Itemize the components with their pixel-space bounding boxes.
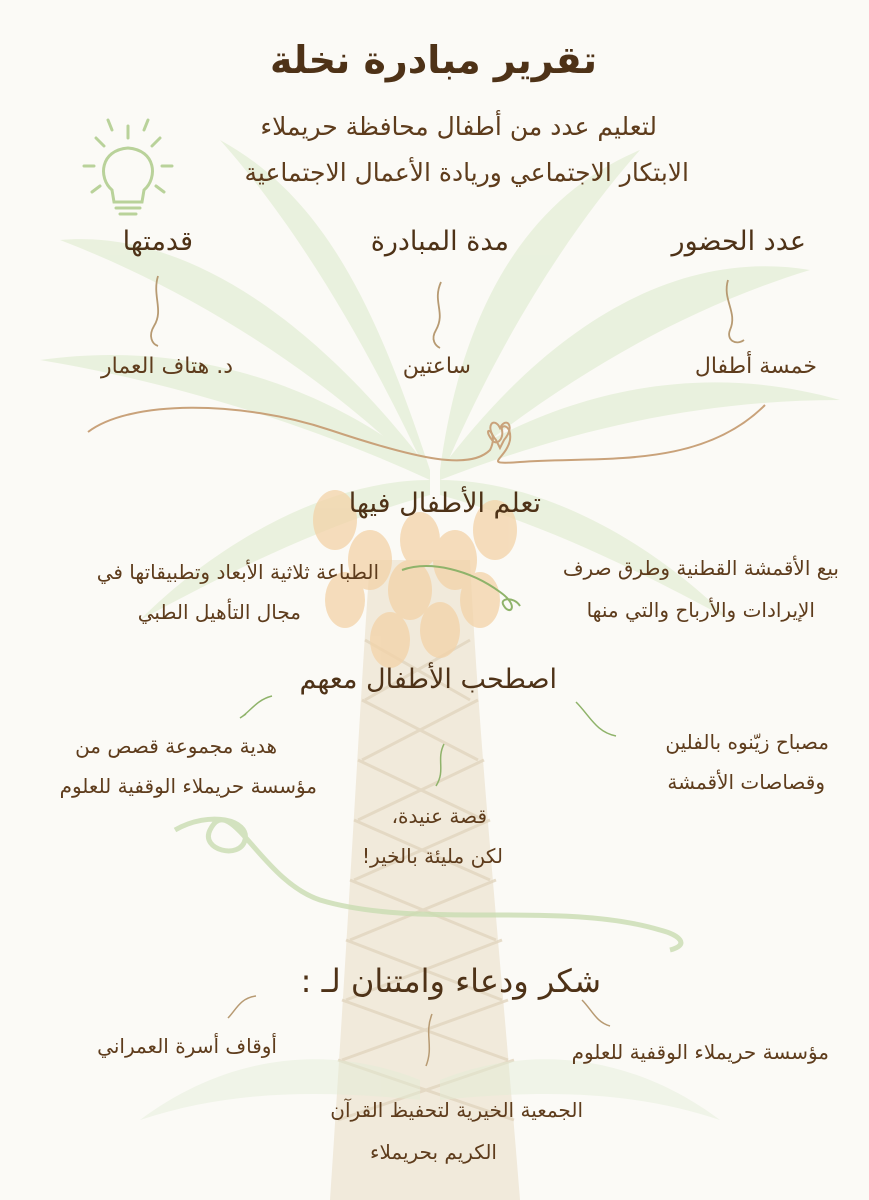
thanks-right: مؤسسة حريملاء الوقفية للعلوم xyxy=(571,1040,829,1064)
learned-right-line-1: بيع الأقمشة القطنية وطرق صرف xyxy=(562,556,839,580)
stat-label-attendance: عدد الحضور xyxy=(671,226,806,257)
took-center-line-1: قصة عنيدة، xyxy=(391,804,487,828)
took-right-line-2: وقصاصات الأقمشة xyxy=(667,770,825,794)
took-left-line-1: هدية مجموعة قصص من xyxy=(75,734,277,758)
thanks-left: أوقاف أسرة العمراني xyxy=(97,1034,277,1058)
learned-left-line-1: الطباعة ثلاثية الأبعاد وتطبيقاتها في xyxy=(96,560,379,584)
took-center-line-2: لكن مليئة بالخير! xyxy=(362,844,503,868)
stat-value-presenter: د. هتاف العمار xyxy=(101,354,233,379)
thanks-center-line-2: الكريم بحريملاء xyxy=(370,1140,497,1164)
learned-heading: تعلم الأطفال فيها xyxy=(348,488,541,519)
subtitle-line-1: لتعليم عدد من أطفال محافظة حريملاء xyxy=(260,112,657,141)
stat-label-duration: مدة المبادرة xyxy=(370,226,509,257)
stat-value-attendance: خمسة أطفال xyxy=(694,354,817,379)
took-heading: اصطحب الأطفال معهم xyxy=(299,664,557,695)
learned-left-line-2: مجال التأهيل الطبي xyxy=(137,600,301,624)
stat-value-duration: ساعتين xyxy=(402,354,471,379)
page-title: تقرير مبادرة نخلة xyxy=(270,38,597,82)
learned-right-line-2: الإيرادات والأرباح والتي منها xyxy=(586,598,815,622)
subtitle-line-2: الابتكار الاجتماعي وريادة الأعمال الاجتماعية xyxy=(244,158,689,187)
thanks-center-line-1: الجمعية الخيرية لتحفيظ القرآن xyxy=(330,1098,583,1122)
thanks-heading: شكر ودعاء وامتنان لـ : xyxy=(300,962,601,1000)
stat-label-presenter: قدمتها xyxy=(122,226,193,257)
took-right-line-1: مصباح زيّنوه بالفلين xyxy=(665,730,829,754)
took-left-line-2: مؤسسة حريملاء الوقفية للعلوم xyxy=(59,774,317,798)
